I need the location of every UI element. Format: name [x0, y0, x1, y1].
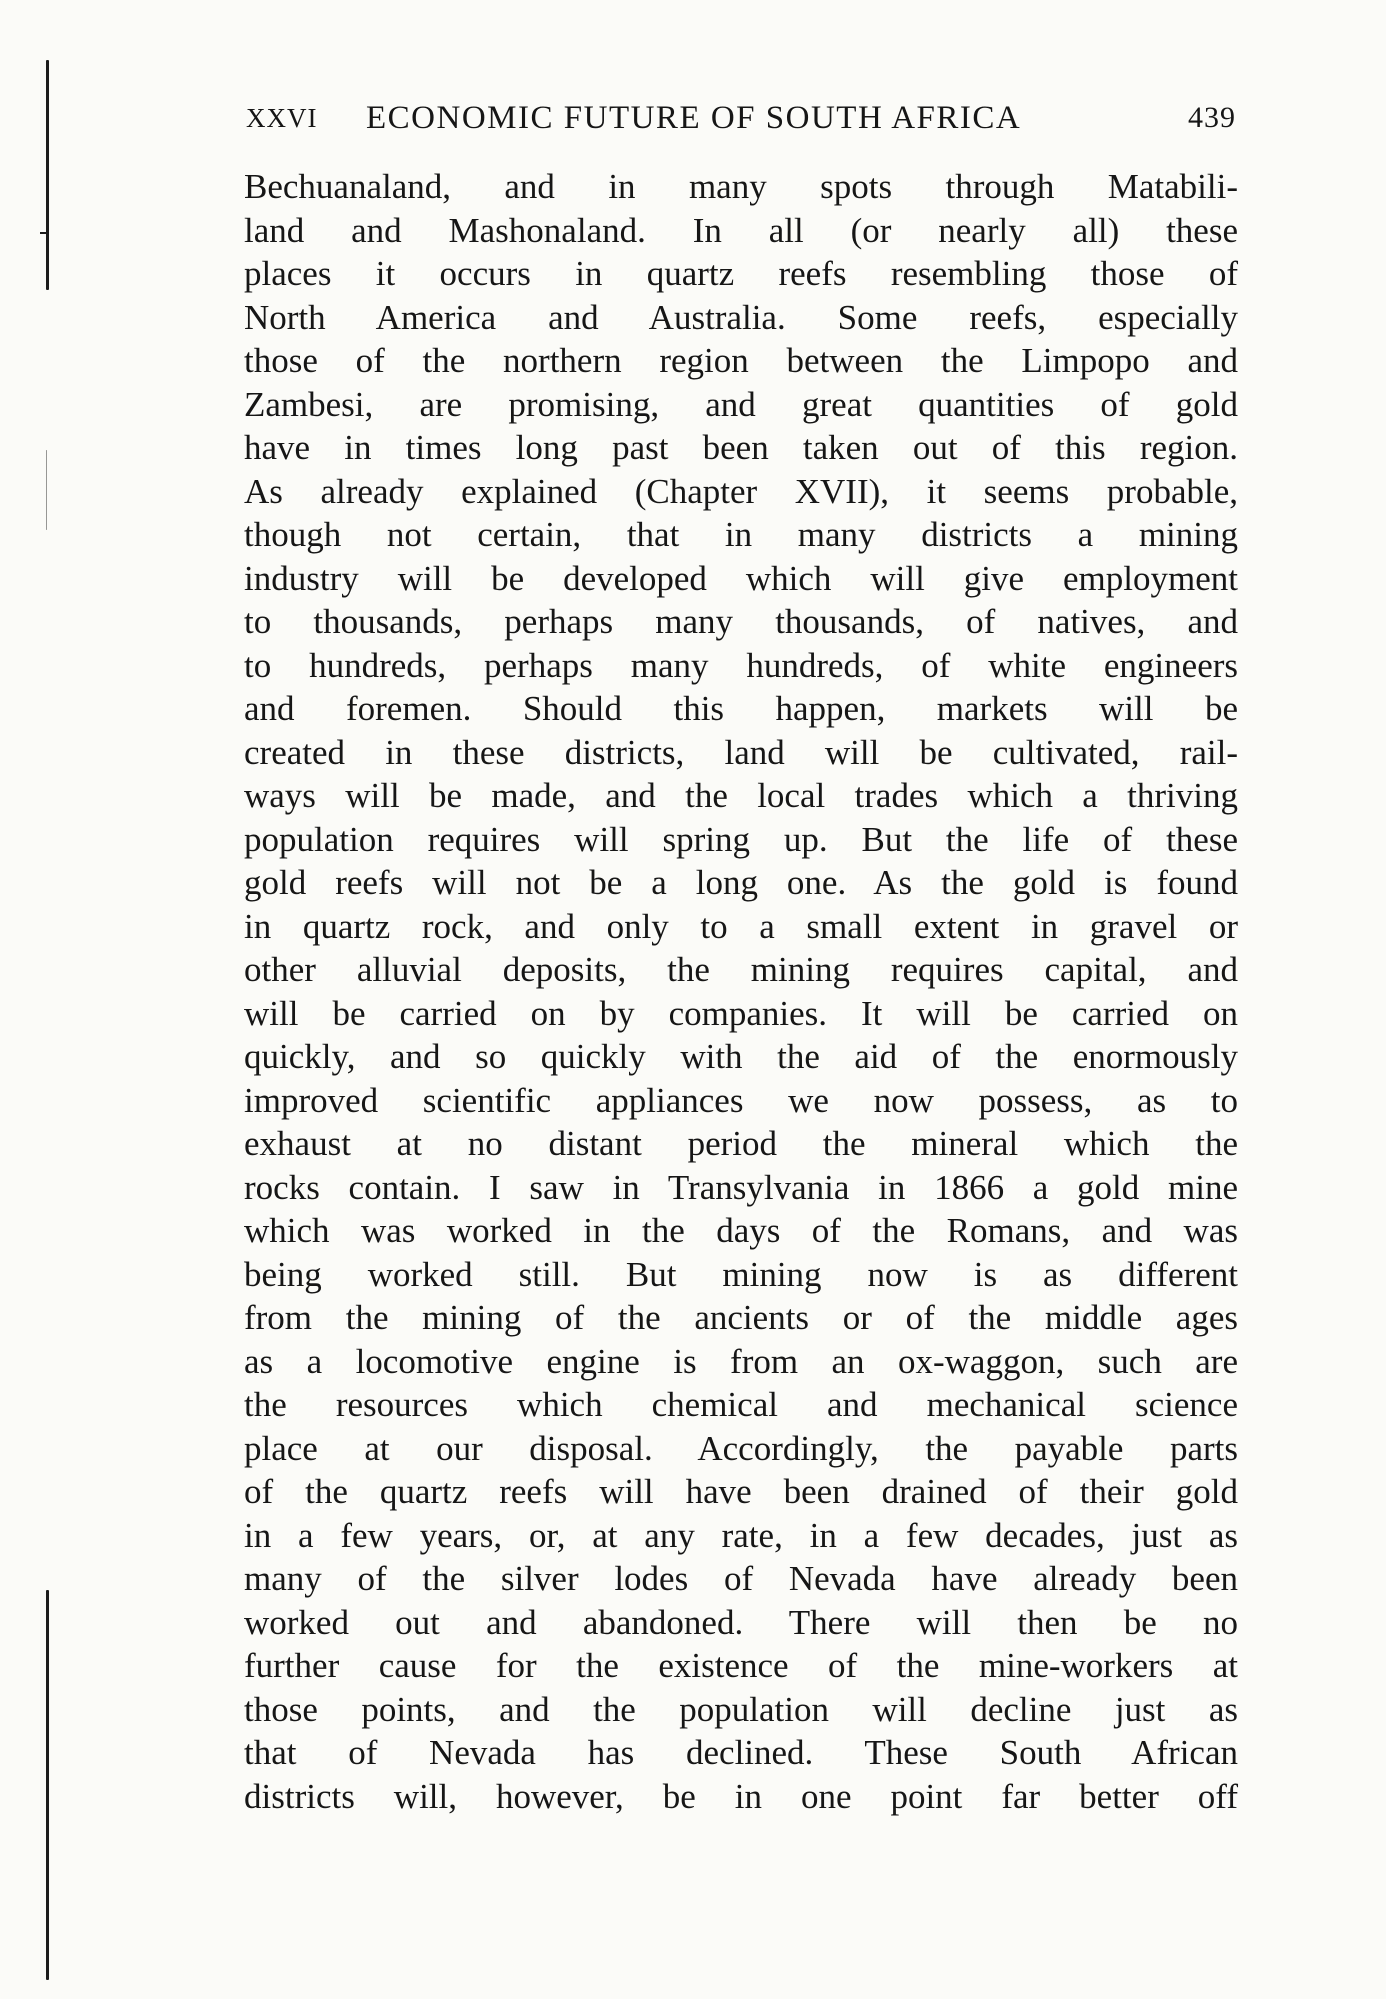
- page-number: 439: [1188, 101, 1236, 134]
- text-line: created in these districts, land will be cultivated, rail-: [244, 732, 1238, 772]
- text-line: rocks contain. I saw in Transylvania in 1866 a gold mine: [244, 1167, 1238, 1207]
- text-line: improved scientific appliances we now possess, as to: [244, 1080, 1238, 1120]
- text-line: of the quartz reefs will have been drained of their gold: [244, 1472, 1238, 1511]
- text-line: many of the silver lodes of Nevada have already been: [244, 1559, 1238, 1598]
- text-line: being worked still. But mining now is as different: [244, 1254, 1238, 1294]
- running-title: ECONOMIC FUTURE OF SOUTH AFRICA: [366, 100, 1022, 136]
- text-line: population requires will spring up. But the life of these: [244, 819, 1238, 859]
- text-line: As already explained (Chapter XVII), it seems probable,: [244, 471, 1238, 511]
- text-line: have in times long past been taken out of this region.: [244, 428, 1238, 467]
- text-line: worked out and abandoned. There will then be no: [244, 1602, 1238, 1642]
- text-line: land and Mashonaland. In all (or nearly all) these: [244, 210, 1238, 250]
- text-line: other alluvial deposits, the mining requires capital, and: [244, 950, 1238, 989]
- text-line: gold reefs will not be a long one. As the gold is found: [244, 863, 1238, 902]
- text-line: districts will, however, be in one point far better off: [244, 1776, 1238, 1816]
- text-line: in a few years, or, at any rate, in a few decades, just as: [244, 1515, 1238, 1555]
- chapter-number: XXVI: [246, 103, 318, 133]
- text-line: as a locomotive engine is from an ox-waggon, such are: [244, 1341, 1238, 1381]
- text-line: Bechuanaland, and in many spots through Matabili-: [244, 167, 1238, 206]
- binding-edge-mark: [46, 450, 47, 530]
- binding-edge-nick: [40, 232, 49, 234]
- text-line: that of Nevada has declined. These South African: [244, 1733, 1238, 1772]
- text-line: which was worked in the days of the Romans, and was: [244, 1211, 1238, 1250]
- text-line: the resources which chemical and mechanical science: [244, 1385, 1238, 1424]
- text-line: those points, and the population will decline just as: [244, 1689, 1238, 1729]
- text-line: further cause for the existence of the mine-workers at: [244, 1646, 1238, 1685]
- text-line: and foremen. Should this happen, markets will be: [244, 689, 1238, 728]
- text-line: those of the northern region between the Limpopo and: [244, 341, 1238, 380]
- text-line: North America and Australia. Some reefs, especially: [244, 297, 1238, 337]
- text-line: exhaust at no distant period the mineral which the: [244, 1124, 1238, 1163]
- body-paragraph: [244, 165, 1238, 1818]
- text-line: though not certain, that in many districts a mining: [244, 515, 1238, 554]
- binding-edge-mark: [46, 60, 49, 290]
- text-line: to hundreds, perhaps many hundreds, of white engineers: [244, 645, 1238, 685]
- text-line: quickly, and so quickly with the aid of the enormously: [244, 1037, 1238, 1076]
- running-head: [246, 98, 1236, 138]
- text-line: industry will be developed which will give employment: [244, 558, 1238, 598]
- text-line: ways will be made, and the local trades which a thriving: [244, 776, 1238, 815]
- text-line: Zambesi, are promising, and great quantities of gold: [244, 384, 1238, 424]
- text-line: to thousands, perhaps many thousands, of natives, and: [244, 602, 1238, 641]
- text-line: from the mining of the ancients or of the middle ages: [244, 1298, 1238, 1337]
- binding-edge-mark: [46, 1590, 49, 1980]
- text-line: place at our disposal. Accordingly, the payable parts: [244, 1428, 1238, 1468]
- text-line: will be carried on by companies. It will be carried on: [244, 993, 1238, 1033]
- text-line: in quartz rock, and only to a small extent in gravel or: [244, 906, 1238, 946]
- text-line: places it occurs in quartz reefs resembling those of: [244, 254, 1238, 293]
